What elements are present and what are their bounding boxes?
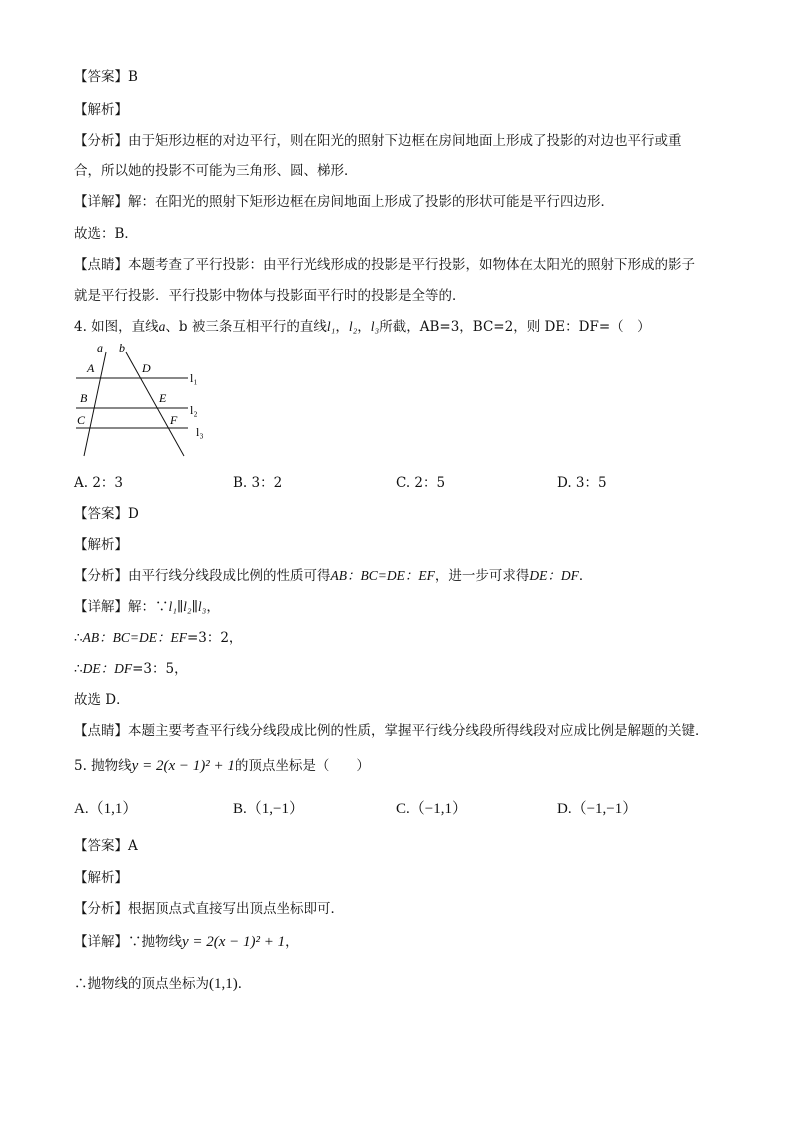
label-B: B bbox=[80, 391, 88, 405]
label-F: F bbox=[170, 413, 178, 427]
q4-analysis-post: ，进一步可求得 bbox=[434, 568, 530, 584]
q4-stem-a: 4. 如图，直线 bbox=[74, 319, 159, 335]
q4-choose: 故选 D． bbox=[74, 692, 130, 708]
q4-step1-expr: AB：BC=DE：EF bbox=[82, 630, 187, 645]
q5-analysis-header: 【解析】 bbox=[74, 870, 128, 886]
q4-option-b: B. 3：2 bbox=[233, 475, 283, 491]
label-b: b bbox=[119, 342, 125, 355]
q3-jiexi: 解析 bbox=[87, 102, 115, 118]
q4-analysis-end: ． bbox=[578, 568, 593, 584]
q5-option-c: C.（−1,1） bbox=[396, 801, 467, 817]
q4-comma-2: ， bbox=[357, 319, 371, 335]
q3-comment-line1: 【点睛】本题考查了平行投影：由平行光线形成的投影是平行投影，如物体在太阳光的照射下形成的影子 bbox=[74, 257, 695, 273]
q4-l2: l₂ bbox=[348, 319, 358, 334]
q5-detail bbox=[74, 933, 299, 951]
q4-l3: l₃ bbox=[370, 319, 380, 334]
q4-detail bbox=[74, 598, 220, 616]
q4-step2-expr: DE：DF bbox=[82, 661, 133, 676]
q4-step2 bbox=[74, 660, 188, 678]
q5-concl-end: ． bbox=[237, 976, 252, 992]
q4-option-c: C. 2：5 bbox=[396, 475, 446, 491]
q4-comma-1: ， bbox=[335, 319, 349, 335]
q4-analysis-pre: 【分析】由平行线分线段成比例的性质可得 bbox=[74, 568, 331, 584]
q3-detail: 【详解】解：在阳光的照射下矩形边框在房间地面上形成了投影的形状可能是平行四边形． bbox=[74, 194, 614, 210]
label-l2: l₂ bbox=[190, 403, 198, 417]
line-b bbox=[126, 352, 184, 456]
q5-conclusion bbox=[74, 975, 251, 993]
q5-stem-post: 的顶点坐标是（ ） bbox=[234, 758, 370, 774]
q4-step2-end: =3：5， bbox=[132, 661, 188, 677]
q5-detail-pre: 【详解】∵抛物线 bbox=[74, 934, 182, 950]
q5-concl-pre: ∴抛物线的顶点坐标为 bbox=[74, 976, 209, 992]
q4-stem bbox=[74, 318, 651, 336]
q4-step2-pre: ∴ bbox=[74, 661, 83, 677]
label-C: C bbox=[77, 413, 86, 427]
q5-detail-end: ， bbox=[285, 934, 299, 950]
label-E: E bbox=[159, 391, 167, 405]
q5-option-b: B.（1,−1） bbox=[233, 801, 304, 817]
q4-l1: l₁ bbox=[326, 319, 336, 334]
q4-comment: 【点睛】本题主要考查平行线分线段成比例的性质，掌握平行线分线段所得线段对应成比例是解题的关键． bbox=[74, 723, 709, 739]
q5-option-a: A.（1,1） bbox=[74, 801, 138, 817]
q5-stem-math: y = 2(x − 1)² + 1 bbox=[131, 758, 235, 774]
q3-choose: 故选：B． bbox=[74, 226, 138, 242]
label-l1: l₁ bbox=[190, 371, 198, 385]
label-A: A bbox=[87, 361, 95, 375]
q4-step1-pre: ∴ bbox=[74, 630, 83, 646]
q5-jiexi: 解析 bbox=[87, 870, 115, 886]
q3-analysis-header: 【解析】 bbox=[74, 102, 128, 118]
q4-analysis-expr2: DE：DF bbox=[529, 568, 579, 583]
q3-analysis-line1: 【分析】由于矩形边框的对边平行，则在阳光的照射下边框在房间地面上形成了投影的对边也平行或重 bbox=[74, 133, 682, 149]
q3-answer: 【答案】B bbox=[74, 69, 138, 85]
q4-option-a: A. 2：3 bbox=[74, 475, 124, 491]
q4-jiexi: 解析 bbox=[87, 537, 115, 553]
q4-analysis-expr: AB：BC=DE：EF bbox=[330, 568, 435, 583]
q5-analysis: 【分析】根据顶点式直接写出顶点坐标即可． bbox=[74, 901, 344, 917]
q4-detail-expr: l₁∥l₂∥l₃ bbox=[168, 599, 207, 614]
q4-step1 bbox=[74, 629, 242, 647]
q5-concl-math: (1,1) bbox=[209, 976, 238, 992]
q5-stem bbox=[74, 757, 370, 775]
q5-stem-pre: 5. 抛物线 bbox=[74, 758, 132, 774]
label-l3: l₃ bbox=[196, 425, 204, 439]
q5-detail-math: y = 2(x − 1)² + 1 bbox=[182, 934, 286, 950]
q4-stem-b: 、b 被三条互相平行的直线 bbox=[165, 319, 327, 335]
label-D: D bbox=[142, 361, 151, 375]
q5-answer: 【答案】A bbox=[74, 838, 138, 854]
q4-option-d: D. 3：5 bbox=[557, 475, 607, 491]
q4-var-a: a bbox=[158, 319, 166, 334]
q4-detail-end: ， bbox=[206, 599, 220, 615]
label-a: a bbox=[97, 342, 103, 355]
q4-stem-c: 所截，AB=3，BC=2，则 DE：DF=（ ） bbox=[379, 319, 651, 335]
q5-option-d: D.（−1,−1） bbox=[557, 801, 638, 817]
q3-analysis-line2: 合，所以她的投影不可能为三角形、圆、梯形． bbox=[74, 163, 358, 179]
q3-comment-line2: 就是平行投影．平行投影中物体与投影面平行时的投影是全等的． bbox=[74, 288, 466, 304]
q4-analysis bbox=[74, 567, 592, 585]
q4-detail-pre: 【详解】解：∵ bbox=[74, 599, 169, 615]
q4-analysis-header: 【解析】 bbox=[74, 537, 128, 553]
q4-answer: 【答案】D bbox=[74, 506, 139, 522]
q4-step1-end: =3：2， bbox=[186, 630, 243, 646]
q4-figure bbox=[70, 342, 220, 462]
